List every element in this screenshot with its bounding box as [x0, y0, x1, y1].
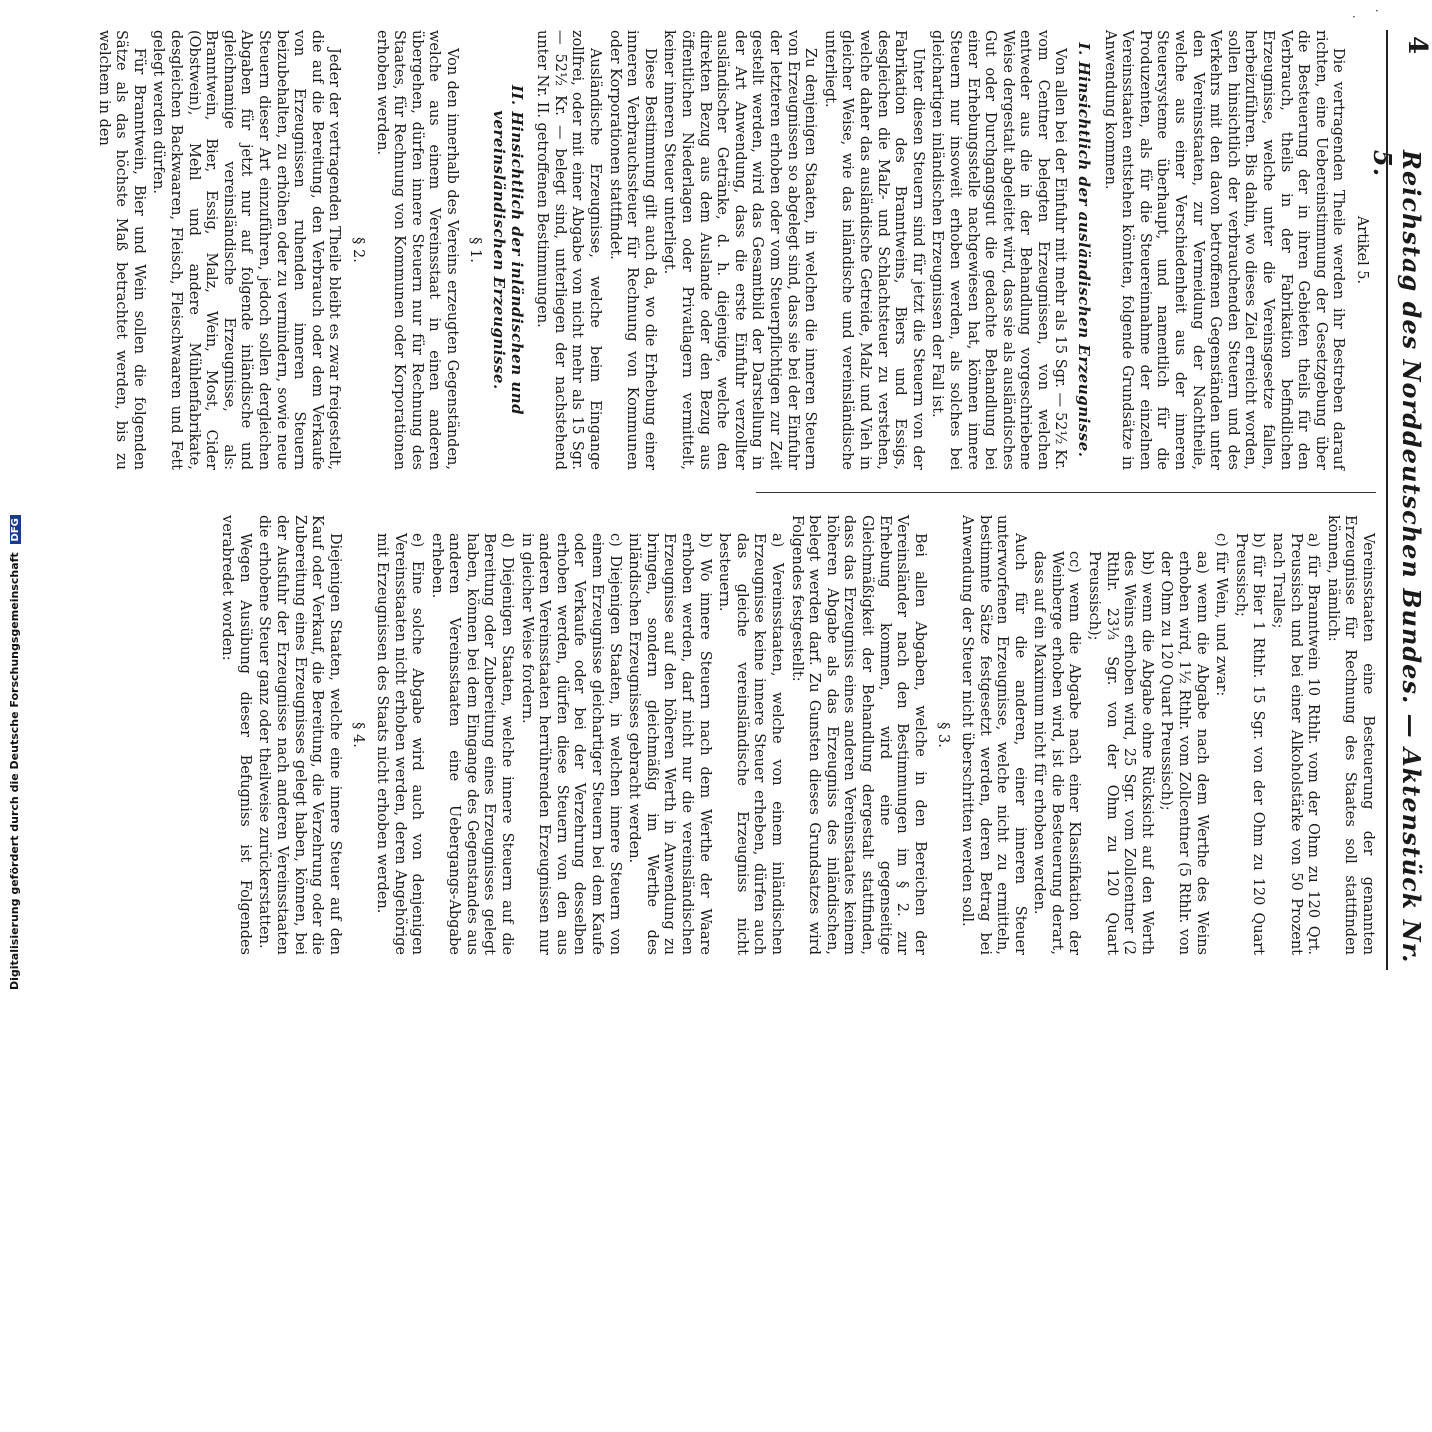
- paragraph: Bei allen Abgaben, welche in den Bereichen der Vereinsländer nach den Bestimmungen im § 2. zur Erhebung kommen, wird eine gegenseitige Gleichmäßigkeit der Behandlung dergestalt stattfinden, dass das Erzeugniss eines anderen Vereinsstaates keinem höheren Abgabe als das Erzeugniss des inländischen, belegt werden darf. Zu Gunsten dieses Grundsatzes wird Folgendes festgestellt:: [788, 515, 928, 955]
- paragraph-number: § 3.: [935, 722, 952, 748]
- section-heading-domestic: II. Hinsichtlich der inländischen und vereinsländischen Erzeugnisse.: [490, 84, 526, 416]
- digitization-credit: [8, 518, 24, 990]
- paragraph-number: § 2.: [349, 237, 366, 263]
- list-item: d) Diejenigen Staaten, welche innere Steuern auf die Bereitung oder Zubereitung eines Erzeugnisses gelegt haben, können bei dem Eingange des Gegenstandes aus anderen Vereinsstaaten eine Uebergangs-Abgabe erheben.: [428, 533, 516, 955]
- credit-text: Digitalisierung gefördert durch die Deutsche Forschungsgemeinschaft: [8, 552, 21, 990]
- list-item: b) Wo innere Steuern nach dem Werthe der Waare erhoben werden, darf nicht nur die vereinsländischen Erzeugnisse auf den höheren Werth in Anwendung zu bringen, sondern gleichmäßig im Werthe des inländischen Erzeugnisses gebracht werden.: [626, 533, 713, 955]
- paragraph: Ausländische Erzeugnisse, welche beim Eingange zollfrei, oder mit einer Abgabe von nicht mehr als 15 Sgr. — 52½ Kr. — belegt sind, unterliegen der nachstehend unter Nr. II. getroffenen Bestimmungen.: [534, 30, 604, 470]
- list-item: cc) wenn die Abgabe nach einer Klassifikation der Weinberge erhoben wird, ist die Besteuerung derart, dass auf ein Maximum nicht für erhoben werden.: [1031, 551, 1083, 955]
- list-item: e) Eine solche Abgabe wird auch von denjenigen Vereinsstaaten nicht erhoben werden, deren Angehörige mit Erzeugnissen des Staats nicht erhoben werden.: [373, 533, 426, 955]
- paragraph: Unter diesen Steuern sind für jetzt die Steuern von der Fabrikation des Branntweins, Biers und Essigs, desgleichen die Malz- und Schlachtsteuer zu verstehen, welche daher das ausländische Getreide, Malz und Vieh in gleicher Weise, wie das inländische und vereinsländische unterliegt.: [821, 30, 926, 470]
- running-title: Reichstag des Norddeutschen Bundes. — Aktenstück Nr. 5.: [1368, 150, 1426, 964]
- list-item: c) Diejenigen Staaten, in welchen innere Steuern von einem Erzeugnisse gleichartiger Steuern bei dem Kaufe oder Verkaufe oder bei der Verzehrung desselben erhoben werden, dürfen diese Steuern von den aus anderen Vereinsstaaten herrührenden Erzeugnissen nur in gleicher Weise fordern.: [518, 533, 623, 955]
- document-page: [70, 0, 1432, 1432]
- paragraph: Die vertragenden Theile werden ihr Bestreben darauf richten, eine Uebereinstimmung der Gesetzgebung über die Besteuerung der in ihren Gebieten theils für den Verbrauch, theils in der Fabrikation befindlichen Erzeugnisse, welche unter die Vereinsgesetze fallen, herbeizuführen. Bis dahin, wo dieses Ziel erreicht worden, sollen hinsichtlich der verbrauchenden Steuern und des Verkehrs mit den davon betroffenen Gegenständen unter den Vereinsstaaten, zur Vermeidung der Nachtheile, welche aus einer Verschiedenheit aus der inneren Steuersysteme überhaupt, und namentlich für die Produzenten, als für die Steuereinnahme der einzelnen Vereinsstaaten entstehen könnten, folgende Grundsätze in Anwendung kommen.: [1101, 30, 1347, 470]
- column-divider: [756, 492, 1376, 493]
- left-column: [92, 30, 1376, 470]
- paragraph-number: § 4.: [350, 722, 367, 748]
- paragraph: Diese Bestimmung gilt auch da, wo die Erhebung einer inneren Verbrauchssteuer für Rechnung von Kommunen oder Korporationen stattfindet.: [606, 30, 658, 470]
- right-column: [216, 515, 1376, 955]
- scan-speck: ·: [1375, 4, 1379, 18]
- paragraph: Auch für die anderen, einer inneren Steuer unterworfenen Erzeugnisse, welche nicht zu ermitteln, bestimmte Sätze festgesetzt werden, deren Betrag bei Anwendung der Steuer nicht überschritten werden soll.: [958, 515, 1028, 955]
- paragraph: Für Branntwein, Bier und Wein sollen die folgenden Sätze als das höchste Maß betrachtet werden, bis zu welchem in den: [95, 30, 147, 470]
- paragraph: Wegen Ausübung dieser Befugniss ist Folgendes verabredet worden:: [219, 515, 253, 955]
- list-item: b) für Bier 1 Rthlr. 15 Sgr. von der Ohm zu 120 Quart Preussisch;: [1232, 533, 1267, 955]
- page-number: 4: [1402, 36, 1432, 55]
- paragraph: Zu denjenigen Staaten, in welchen die inneren Steuern von Erzeugnissen so abgelegt sind, dass sie bei der Einfuhr der letzteren erhoben oder vom Steuerpflichtigen zur Zeit gestellt werden, wird das Gesamtbild der Darstellung in der Art Anwendung, dass die erste Einfuhr verzollter ausländischer Getränke, d. h. diejenige, welche den direkten Bezug aus dem Auslande oder den Bezug aus öffentlichen Niederlagen oder Privatlagern vermittelt, keiner inneren Steuer unterliegt.: [661, 30, 819, 470]
- paragraph: Vereinsstaaten eine Besteuerung der genannten Erzeugnisse für Rechnung des Staates soll stattfinden können, nämlich:: [1324, 515, 1376, 955]
- list-item: a) Vereinsstaaten, welche von einem inländischen Erzeugnisse keine innere Steuer erheben, dürfen auch das gleiche vereinsländische Erzeugniss nicht besteuern.: [716, 533, 785, 955]
- header-rule: [1386, 30, 1388, 970]
- list-item: a) für Branntwein 10 Rthlr. vom der Ohm zu 120 Qrt. Preussisch und bei einer Alkoholstärke von 50 Prozent nach Tralles;: [1270, 533, 1322, 955]
- page-header: [1368, 30, 1432, 970]
- scan-speck: ·: [1352, 10, 1356, 24]
- paragraph: Diejenigen Staaten, welche eine innere Steuer auf den Kauf oder Verkauf, die Bereitung, die Verzehrung oder die Zubereitung eines Erzeugnisses gelegt haben, können, bei der Ausfuhr der Erzeugnisse nach anderen Vereinsstaaten die erhobene Steuer ganz oder theilweise zurückerstatten.: [256, 515, 343, 955]
- paragraph: Von allen bei der Einfuhr mit mehr als 15 Sgr. — 52½ Kr. vom Centner belegten Erzeugnissen, von welchen entweder aus die in der Behandlung vorgeschriebene Weise dergestalt abgeleitet wird, dass sie als ausländisches Gut oder Durchgangsgut die gedachte Behandlung bei einer Erhebungsstelle nachgewiesen hat, können innere Steuern nur insoweit erhoben werden, als solches bei gleichartigen inländischen Erzeugnissen der Fall ist.: [929, 30, 1069, 470]
- rotated-page-content: [70, 0, 1432, 1000]
- paragraph-number: § 1.: [467, 237, 484, 263]
- section-heading-foreign: I. Hinsichtlich der ausländischen Erzeugnisse.: [1075, 42, 1094, 458]
- list-item: aa) wenn die Abgabe nach dem Werthe des Weins erhoben wird, 1½ Rthlr. vom Zollcentner (5 Rthlr. von der Ohm zu 120 Quart Preussisch);: [1158, 551, 1210, 955]
- dfg-logo: DFG: [10, 515, 21, 544]
- paragraph: Von den innerhalb des Vereins erzeugten Gegenständen, welche aus einem Vereinsstaat in einen anderen übergehen, dürfen innere Steuern nur für Rechnung des Staates, für Rechnung von Kommunen oder Korporationen erhoben werden.: [373, 30, 460, 470]
- list-item: bb) wenn die Abgabe ohne Rücksicht auf den Werth des Weins erhoben wird, 25 Sgr. vom Zollcentner (2 Rthlr. 23⅓ Sgr. von der Ohm zu 120 Quart Preussisch);: [1086, 551, 1155, 955]
- article-heading: Artikel 5.: [1354, 215, 1370, 285]
- paragraph: Jeder der vertragenden Theile bleibt es zwar freigestellt, die auf die Bereitung, den Verbrauch oder dem Verkaufe von Erzeugnissen ruhenden inneren Steuern beizubehalten, zu erhöhen oder zu vermindern, sowie neue Steuern dieser Art einzuführen, jedoch sollen dergleichen Abgaben für jetzt nur auf folgende inländische und gleichnamige vereinsländische Erzeugnisse, als: Branntwein, Bier, Essig, Malz, Wein, Most, Cider (Obstwein), Mehl und andere Mühlenfabrikate, desgleichen Backwaaren, Fleisch, Fleischwaaren und Fett gelegt werden dürfen.: [150, 30, 343, 470]
- list-item: c) für Wein, und zwar:: [1213, 533, 1230, 697]
